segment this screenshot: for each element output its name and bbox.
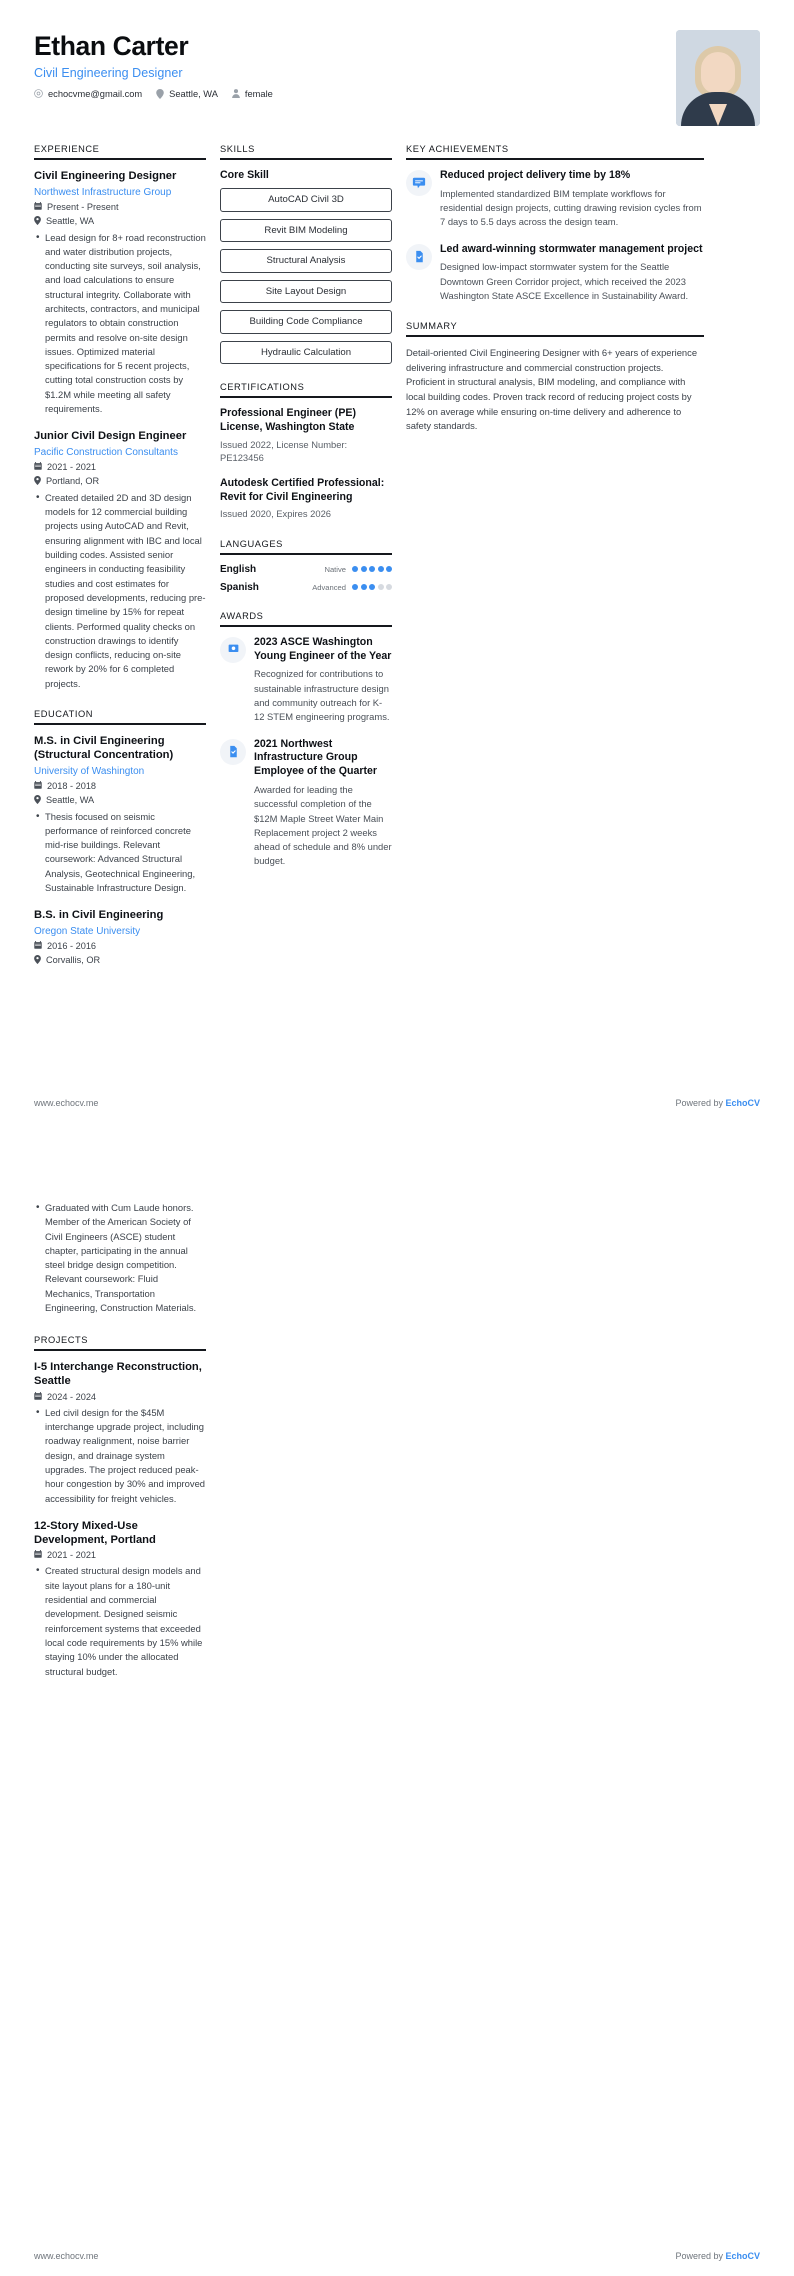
bullet: • Thesis focused on seismic performance of reinforced concrete mid-rise buildings. Relevant coursework: Advanced Structural Analysis, Geotechnical Engineering, Sustainable Infrastructure Design.	[45, 810, 206, 896]
footer-brand-name: EchoCV	[725, 1098, 760, 1108]
section-divider	[220, 158, 392, 160]
education-dates: 2016 - 2016	[47, 941, 97, 952]
calendar-icon	[34, 941, 42, 951]
candidate-photo	[676, 30, 760, 126]
experience-entry	[34, 169, 206, 416]
award-title: 2021 Northwest Infrastructure Group Employee of the Quarter	[254, 737, 378, 778]
language-dots	[352, 584, 392, 590]
contact-gender	[232, 89, 273, 99]
language-row	[220, 564, 392, 575]
page-footer	[0, 2236, 794, 2276]
calendar-icon	[34, 202, 42, 212]
calendar-icon	[34, 462, 42, 472]
section-awards	[220, 611, 392, 869]
experience-org[interactable]: Pacific Construction Consultants	[34, 446, 178, 458]
skill-chip[interactable]: Structural Analysis	[220, 249, 392, 273]
experience-title: Junior Civil Design Engineer	[34, 430, 187, 443]
achievement-body	[440, 169, 704, 230]
award-title: 2023 ASCE Washington Young Engineer of the Year	[254, 635, 392, 662]
section-education	[34, 709, 206, 966]
section-skills	[220, 144, 392, 364]
page-footer	[0, 1083, 794, 1123]
contact-gender-text: female	[244, 88, 273, 99]
experience-title: Civil Engineering Designer	[34, 170, 177, 182]
education-location-row	[34, 795, 206, 806]
column-right	[406, 144, 704, 452]
education-entry	[34, 908, 206, 966]
section-title-awards: AWARDS	[220, 610, 264, 621]
section-title-summary: SUMMARY	[406, 321, 458, 332]
skills-group-label: Core Skill	[220, 169, 269, 181]
bullet: • Led civil design for the $45M interchange upgrade project, including roadway realignment, noise barrier design, and drainage system upgrades. The project reduced peak-hour congestion by 30% and improved accessibility for freight vehicles.	[45, 1406, 206, 1506]
education-location: Seattle, WA	[46, 795, 95, 806]
location-pin-icon	[156, 89, 164, 99]
contact-email-text: echocvme@gmail.com	[48, 88, 143, 99]
achievement-title: Led award-winning stormwater management project	[440, 242, 703, 255]
footer-brand	[675, 2251, 760, 2261]
experience-dates: Present - Present	[47, 202, 119, 212]
contact-row	[34, 89, 273, 99]
location-pin-icon	[34, 795, 41, 806]
experience-dates: 2021 - 2021	[47, 462, 97, 473]
experience-org[interactable]: Northwest Infrastructure Group	[34, 186, 172, 198]
section-title-key-achievements: KEY ACHIEVEMENTS	[406, 144, 509, 154]
resume-page-1	[0, 0, 794, 1123]
section-title-education: EDUCATION	[34, 709, 94, 720]
section-key-achievements	[406, 144, 704, 303]
education-bullets	[34, 810, 206, 896]
experience-bullets	[34, 231, 206, 417]
certification-item	[220, 477, 392, 521]
section-title-languages: LANGUAGES	[220, 538, 283, 549]
section-title-projects: PROJECTS	[34, 1335, 88, 1346]
page-separator	[0, 1123, 794, 1153]
certification-detail: Issued 2022, License Number: PE123456	[220, 438, 348, 464]
column-middle	[220, 144, 406, 887]
email-icon	[34, 89, 43, 98]
certification-title: Professional Engineer (PE) License, Washington State	[220, 407, 356, 433]
section-experience	[34, 144, 206, 691]
experience-location-row	[34, 216, 206, 227]
certification-detail: Issued 2020, Expires 2026	[220, 508, 332, 520]
section-divider	[406, 335, 704, 337]
person-icon	[232, 89, 240, 98]
experience-location: Portland, OR	[46, 476, 100, 487]
education-dates-row	[34, 781, 206, 791]
education-dates: 2018 - 2018	[47, 781, 97, 792]
certification-item	[220, 407, 392, 465]
location-pin-icon	[34, 476, 41, 487]
section-divider	[34, 723, 206, 725]
section-divider	[220, 625, 392, 627]
project-entry	[34, 1519, 206, 1679]
project-dates: 2021 - 2021	[47, 1550, 97, 1561]
certification-title: Autodesk Certified Professional: Revit for Civil Engineering	[220, 476, 385, 503]
experience-bullets	[34, 491, 206, 691]
skill-chip[interactable]: Revit BIM Modeling	[220, 219, 392, 243]
language-level: Advanced	[312, 582, 346, 592]
body-columns-page2	[34, 1197, 760, 1697]
section-divider	[220, 553, 392, 555]
experience-location: Seattle, WA	[46, 216, 95, 226]
section-languages	[220, 539, 392, 593]
education-location: Corvallis, OR	[46, 955, 101, 966]
award-body	[254, 636, 392, 725]
project-title: 12-Story Mixed-Use Development, Portland	[34, 1519, 156, 1546]
summary-text: Detail-oriented Civil Engineering Designer with 6+ years of experience delivering infrastructure and commercial construction projects. Proficient in structural analysis, BIM modeling, and compliance with local building codes. Proven track record of reducing project costs by 12% on average while ensuring on-time delivery and adherence to safety standards.	[406, 347, 698, 432]
section-divider	[34, 158, 206, 160]
project-dates-row	[34, 1392, 206, 1402]
section-divider	[220, 396, 392, 398]
language-name: English	[220, 563, 257, 575]
location-pin-icon	[34, 216, 41, 227]
section-title-certifications: CERTIFICATIONS	[220, 382, 305, 392]
experience-entry	[34, 429, 206, 691]
speech-bubble-icon	[406, 170, 432, 196]
section-title-skills: SKILLS	[220, 144, 255, 154]
experience-location-row	[34, 476, 206, 487]
footer-brand-name: EchoCV	[725, 2251, 760, 2261]
certificate-icon	[220, 739, 246, 765]
education-school[interactable]: Oregon State University	[34, 925, 141, 937]
achievement-desc: Designed low-impact stormwater system for the Seattle Downtown Green Corridor project, which received the 2023 Washington State ASCE Excellence in Sustainability Award.	[440, 261, 689, 302]
award-item	[220, 636, 392, 725]
bullet: • Lead design for 8+ road reconstruction and water distribution projects, conducting site surveys, soil analysis, and load calculations to ensure structural integrity. Collaborate with architects, contractors, and municipal regulators to obtain construction permits and resolve on-site design issues. Optimized material specifications for 5 recent projects, cutting total construction costs by $1.2M while meeting all safety requirements.	[45, 231, 206, 417]
contact-email	[34, 89, 142, 99]
location-pin-icon	[34, 955, 41, 966]
education-location-row	[34, 955, 206, 966]
footer-brand	[675, 1098, 760, 1108]
bullet: • Graduated with Cum Laude honors. Member of the American Society of Civil Engineers (ASCE) student chapter, participating in the annual steel bridge design competition. Relevant coursework: Fluid Mechanics, Transportation Engineering, Construction Materials.	[45, 1201, 206, 1315]
header-text-block	[34, 30, 273, 99]
language-dots	[352, 566, 392, 572]
section-projects	[34, 1335, 206, 1678]
award-item	[220, 738, 392, 869]
achievement-desc: Implemented standardized BIM template workflows for residential design projects, cutting drawing revision cycles from 7 days to 5.5 days across the design team.	[440, 187, 702, 228]
skill-chip[interactable]: Site Layout Design	[220, 280, 392, 304]
project-dates: 2024 - 2024	[47, 1391, 97, 1402]
calendar-icon	[34, 781, 42, 791]
experience-dates-row	[34, 462, 206, 472]
calendar-icon	[34, 1550, 42, 1560]
skill-chip[interactable]: AutoCAD Civil 3D	[220, 188, 392, 212]
education-dates-row	[34, 941, 206, 951]
resume-page-2	[0, 1153, 794, 2276]
education-entry	[34, 734, 206, 895]
contact-location	[156, 89, 218, 99]
award-desc: Awarded for leading the successful completion of the $12M Maple Street Water Main Replacement project 2 weeks ahead of schedule and 8% under budget.	[254, 783, 392, 867]
language-row	[220, 582, 392, 593]
award-body	[254, 738, 392, 869]
section-divider	[406, 158, 704, 160]
column-left	[34, 144, 220, 984]
footer-website[interactable]: www.echocv.me	[34, 2251, 99, 2261]
skill-chip[interactable]: Hydraulic Calculation	[220, 341, 392, 365]
section-certifications	[220, 382, 392, 521]
language-rating	[312, 583, 392, 592]
project-title: I-5 Interchange Reconstruction, Seattle	[34, 1361, 202, 1388]
project-bullets	[34, 1564, 206, 1678]
education-degree: M.S. in Civil Engineering (Structural Concentration)	[34, 735, 174, 762]
language-name: Spanish	[220, 581, 259, 593]
candidate-name: Ethan Carter	[34, 31, 189, 61]
project-entry	[34, 1360, 206, 1506]
project-dates-row	[34, 1550, 206, 1560]
footer-brand-prefix: Powered by	[675, 2251, 726, 2261]
award-desc: Recognized for contributions to sustainable infrastructure design and community outreach for K-12 STEM engineering programs.	[254, 668, 390, 723]
achievement-item	[406, 243, 704, 304]
education-degree: B.S. in Civil Engineering	[34, 909, 164, 922]
contact-location-text: Seattle, WA	[169, 88, 218, 99]
language-rating	[324, 565, 392, 574]
skill-chip[interactable]: Building Code Compliance	[220, 310, 392, 334]
resume-header	[34, 30, 760, 144]
candidate-job-title: Civil Engineering Designer	[34, 65, 183, 80]
education-school[interactable]: University of Washington	[34, 765, 145, 777]
section-title-experience: EXPERIENCE	[34, 144, 100, 154]
calendar-icon	[34, 1392, 42, 1402]
document-check-icon	[406, 244, 432, 270]
language-level: Native	[324, 564, 346, 574]
experience-dates-row	[34, 202, 206, 212]
achievement-title: Reduced project delivery time by 18%	[440, 169, 631, 181]
column-left-page2	[34, 1197, 220, 1697]
badge-icon	[220, 637, 246, 663]
section-summary	[406, 321, 704, 433]
achievement-item	[406, 169, 704, 230]
bullet: • Created detailed 2D and 3D design models for 12 commercial building projects using AutoCAD and Revit, ensuring alignment with IBC and local building codes. Assisted senior engineers in conducting feasibility studies and cost estimates for proposed developments, reducing pre-design timeline by 15% for repeat clients. Performed quality checks on construction drawings to identify design conflicts, reducing on-site rework by 20% for 6 completed projects.	[45, 491, 206, 691]
body-columns	[34, 144, 760, 984]
section-divider	[34, 1349, 206, 1351]
bullet: • Created structural design models and site layout plans for a 180-unit residential and commercial development. Designed seismic reinforcement systems that exceeded local code requirements by 15% while staying 10% under the allocated structural budget.	[45, 1564, 206, 1678]
achievement-body	[440, 243, 704, 304]
footer-brand-prefix: Powered by	[675, 1098, 726, 1108]
footer-website[interactable]: www.echocv.me	[34, 1098, 99, 1108]
project-bullets	[34, 1406, 206, 1506]
education-bullets-continued	[34, 1201, 206, 1315]
